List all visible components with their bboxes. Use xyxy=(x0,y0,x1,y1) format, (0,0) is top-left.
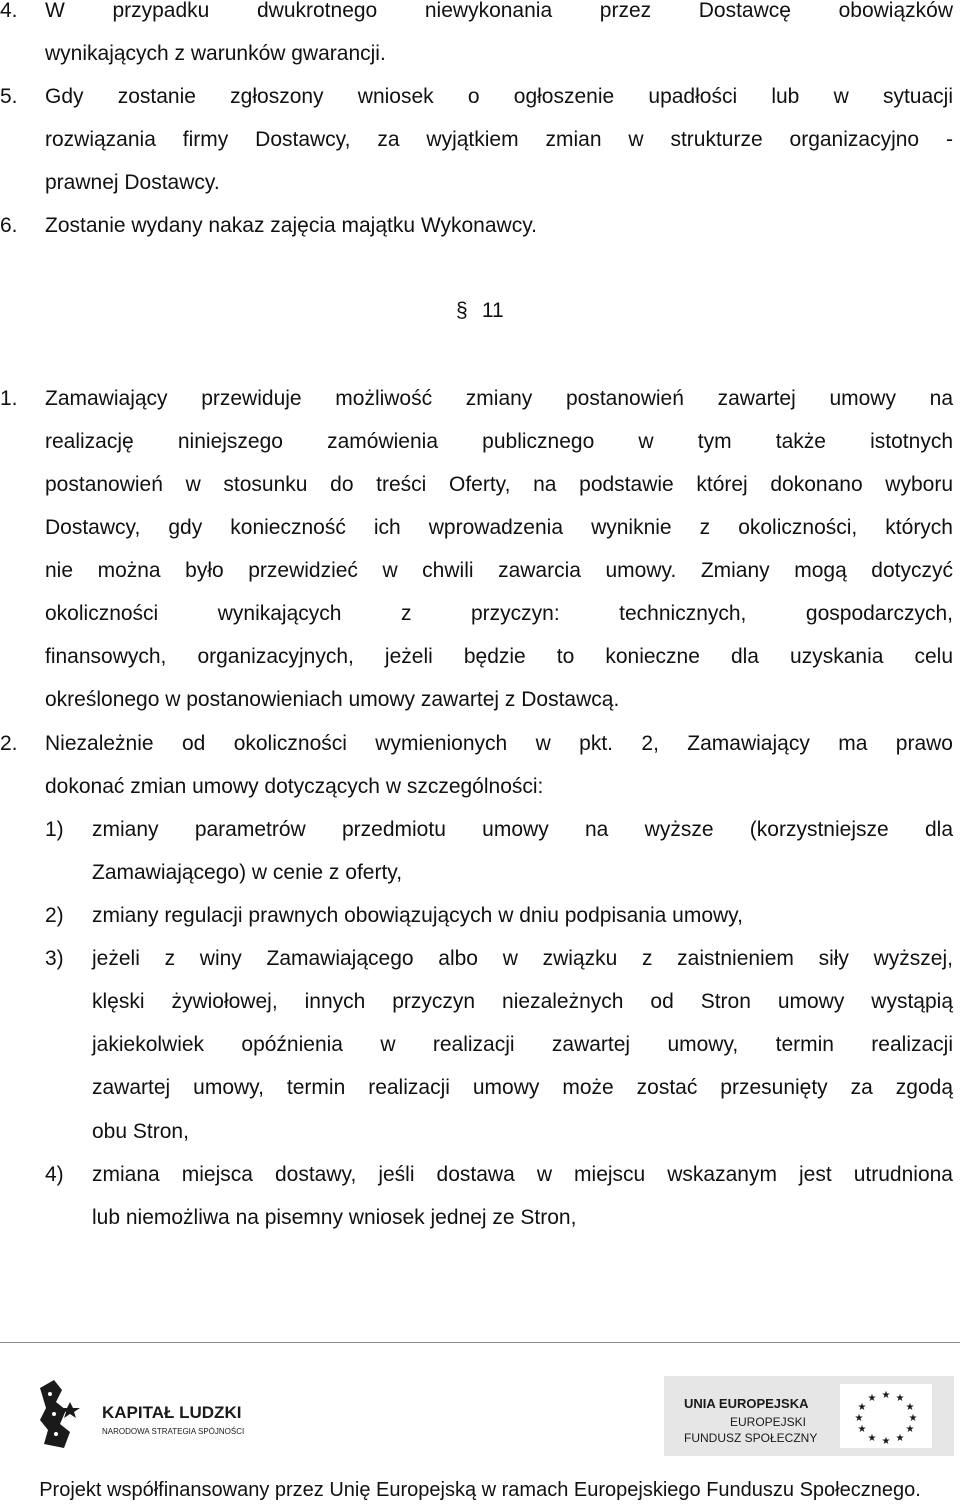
subitem-text: zmiany regulacji prawnych obowiązujących w dniu podpisania umowy, xyxy=(92,904,743,927)
para-number: 2. xyxy=(0,732,18,755)
para-text: dokonać zmian umowy dotyczących w szczególności: xyxy=(45,775,544,798)
subitem-3-line-3 xyxy=(0,1030,960,1060)
subitem-number: 2) xyxy=(45,904,64,927)
svg-text:★: ★ xyxy=(905,1402,915,1413)
subitem-text: Zamawiającego) w cenie z oferty, xyxy=(92,861,403,884)
item-5-line-1 xyxy=(0,82,960,112)
subitem-text: jakiekolwiek opóźnienia w realizacji zawartej umowy, termin realizacji xyxy=(92,1033,953,1056)
subitem-2-line-1 xyxy=(0,901,960,931)
para-2-line-1 xyxy=(0,729,960,759)
kapital-subtitle: NARODOWA STRATEGIA SPÓJNOŚCI xyxy=(102,1427,245,1436)
eu-logo xyxy=(664,1376,954,1456)
svg-text:★: ★ xyxy=(908,1413,918,1424)
section-heading xyxy=(456,296,504,326)
para-1-line-4 xyxy=(0,513,960,543)
subitem-1-line-1 xyxy=(0,815,960,845)
para-1-line-1 xyxy=(0,384,960,414)
svg-text:★: ★ xyxy=(895,1433,905,1444)
subitem-3-line-4 xyxy=(0,1073,960,1103)
para-2-line-2 xyxy=(0,772,960,802)
subitem-4-line-1 xyxy=(0,1160,960,1190)
subitem-number: 3) xyxy=(45,947,64,970)
para-1-line-6 xyxy=(0,599,960,629)
subitem-3-line-5 xyxy=(0,1117,960,1147)
para-text: okoliczności wynikających z przyczyn: technicznych, gospodarczych, xyxy=(45,602,953,625)
subitem-3-line-2 xyxy=(0,987,960,1017)
svg-text:★: ★ xyxy=(895,1393,905,1404)
item-text: Gdy zostanie zgłoszony wniosek o ogłoszenie upadłości lub w sytuacji xyxy=(45,85,953,108)
subitem-text: zmiany parametrów przedmiotu umowy na wyższe (korzystniejsze dla xyxy=(92,818,953,841)
section-sign: § xyxy=(456,299,468,322)
para-number: 1. xyxy=(0,387,18,410)
footer-note: Projekt współfinansowany przez Unię Europejską w ramach Europejskiego Funduszu Społecznego. xyxy=(39,1479,921,1501)
svg-text:★: ★ xyxy=(881,1436,891,1447)
subitem-text: lub niemożliwa na pisemny wniosek jednej ze Stron, xyxy=(92,1206,577,1229)
item-number: 4. xyxy=(0,0,18,22)
svg-text:★: ★ xyxy=(881,1390,891,1401)
kapital-ludzki-emblem-icon xyxy=(40,1380,270,1450)
subitem-text: jeżeli z winy Zamawiającego albo w związku z zaistnieniem siły wyższej, xyxy=(92,947,953,970)
svg-text:★: ★ xyxy=(867,1433,877,1444)
subitem-text: zawartej umowy, termin realizacji umowy może zostać przesunięty za zgodą xyxy=(92,1076,953,1099)
item-text: Zostanie wydany nakaz zajęcia majątku Wykonawcy. xyxy=(45,214,537,237)
item-5-line-2 xyxy=(0,125,960,155)
svg-text:★: ★ xyxy=(867,1393,877,1404)
para-text: nie można było przewidzieć w chwili zawarcia umowy. Zmiany mogą dotyczyć xyxy=(45,559,953,582)
subitem-number: 1) xyxy=(45,818,64,841)
para-text: Zamawiający przewiduje możliwość zmiany postanowień zawartej umowy na xyxy=(45,387,953,410)
kapital-ludzki-logo xyxy=(40,1380,270,1450)
para-text: Niezależnie od okoliczności wymienionych w pkt. 2, Zamawiający ma prawo xyxy=(45,732,953,755)
para-text: realizację niniejszego zamówienia publicznego w tym także istotnych xyxy=(45,430,953,453)
para-text: określonego w postanowieniach umowy zawartej z Dostawcą. xyxy=(45,688,620,711)
item-4-line-2 xyxy=(0,39,960,69)
subitem-number: 4) xyxy=(45,1163,64,1186)
item-text: wynikających z warunków gwarancji. xyxy=(45,42,386,65)
item-6-line-1 xyxy=(0,211,960,241)
para-text: Dostawcy, gdy konieczność ich wprowadzenia wyniknie z okoliczności, których xyxy=(45,516,953,539)
subitem-3-line-1 xyxy=(0,944,960,974)
item-number: 6. xyxy=(0,214,18,237)
eu-line-1: UNIA EUROPEJSKA xyxy=(684,1396,809,1411)
subitem-text: klęski żywiołowej, innych przyczyn niezależnych od Stron umowy wystąpią xyxy=(92,990,953,1013)
para-1-line-7 xyxy=(0,642,960,672)
para-1-line-8 xyxy=(0,685,960,715)
item-5-line-3 xyxy=(0,168,960,198)
para-1-line-2 xyxy=(0,427,960,457)
eu-line-2: EUROPEJSKI xyxy=(730,1415,807,1429)
subitem-4-line-2 xyxy=(0,1203,960,1233)
item-number: 5. xyxy=(0,85,18,108)
svg-text:★: ★ xyxy=(854,1413,864,1424)
para-1-line-5 xyxy=(0,556,960,586)
item-text: rozwiązania firmy Dostawcy, za wyjątkiem zmian w strukturze organizacyjno - xyxy=(45,128,953,151)
eu-line-3: FUNDUSZ SPOŁECZNY xyxy=(684,1431,818,1445)
item-4-line-1 xyxy=(0,0,960,26)
svg-text:★: ★ xyxy=(857,1402,867,1413)
footer-divider xyxy=(0,1342,960,1343)
para-1-line-3 xyxy=(0,470,960,500)
item-text: W przypadku dwukrotnego niewykonania przez Dostawcę obowiązków xyxy=(45,0,953,22)
subitem-1-line-2 xyxy=(0,858,960,888)
para-text: finansowych, organizacyjnych, jeżeli będzie to konieczne dla uzyskania celu xyxy=(45,645,953,668)
eu-stars-icon xyxy=(840,1384,932,1448)
subitem-text: obu Stron, xyxy=(92,1120,189,1143)
item-text: prawnej Dostawcy. xyxy=(45,171,220,194)
kapital-title: KAPITAŁ LUDZKI xyxy=(102,1403,242,1422)
subitem-text: zmiana miejsca dostawy, jeśli dostawa w miejscu wskazanym jest utrudniona xyxy=(92,1163,953,1186)
para-text: postanowień w stosunku do treści Oferty, na podstawie której dokonano wyboru xyxy=(45,473,953,496)
svg-text:★: ★ xyxy=(905,1424,915,1435)
svg-text:★: ★ xyxy=(857,1424,867,1435)
section-number: 11 xyxy=(481,299,504,322)
